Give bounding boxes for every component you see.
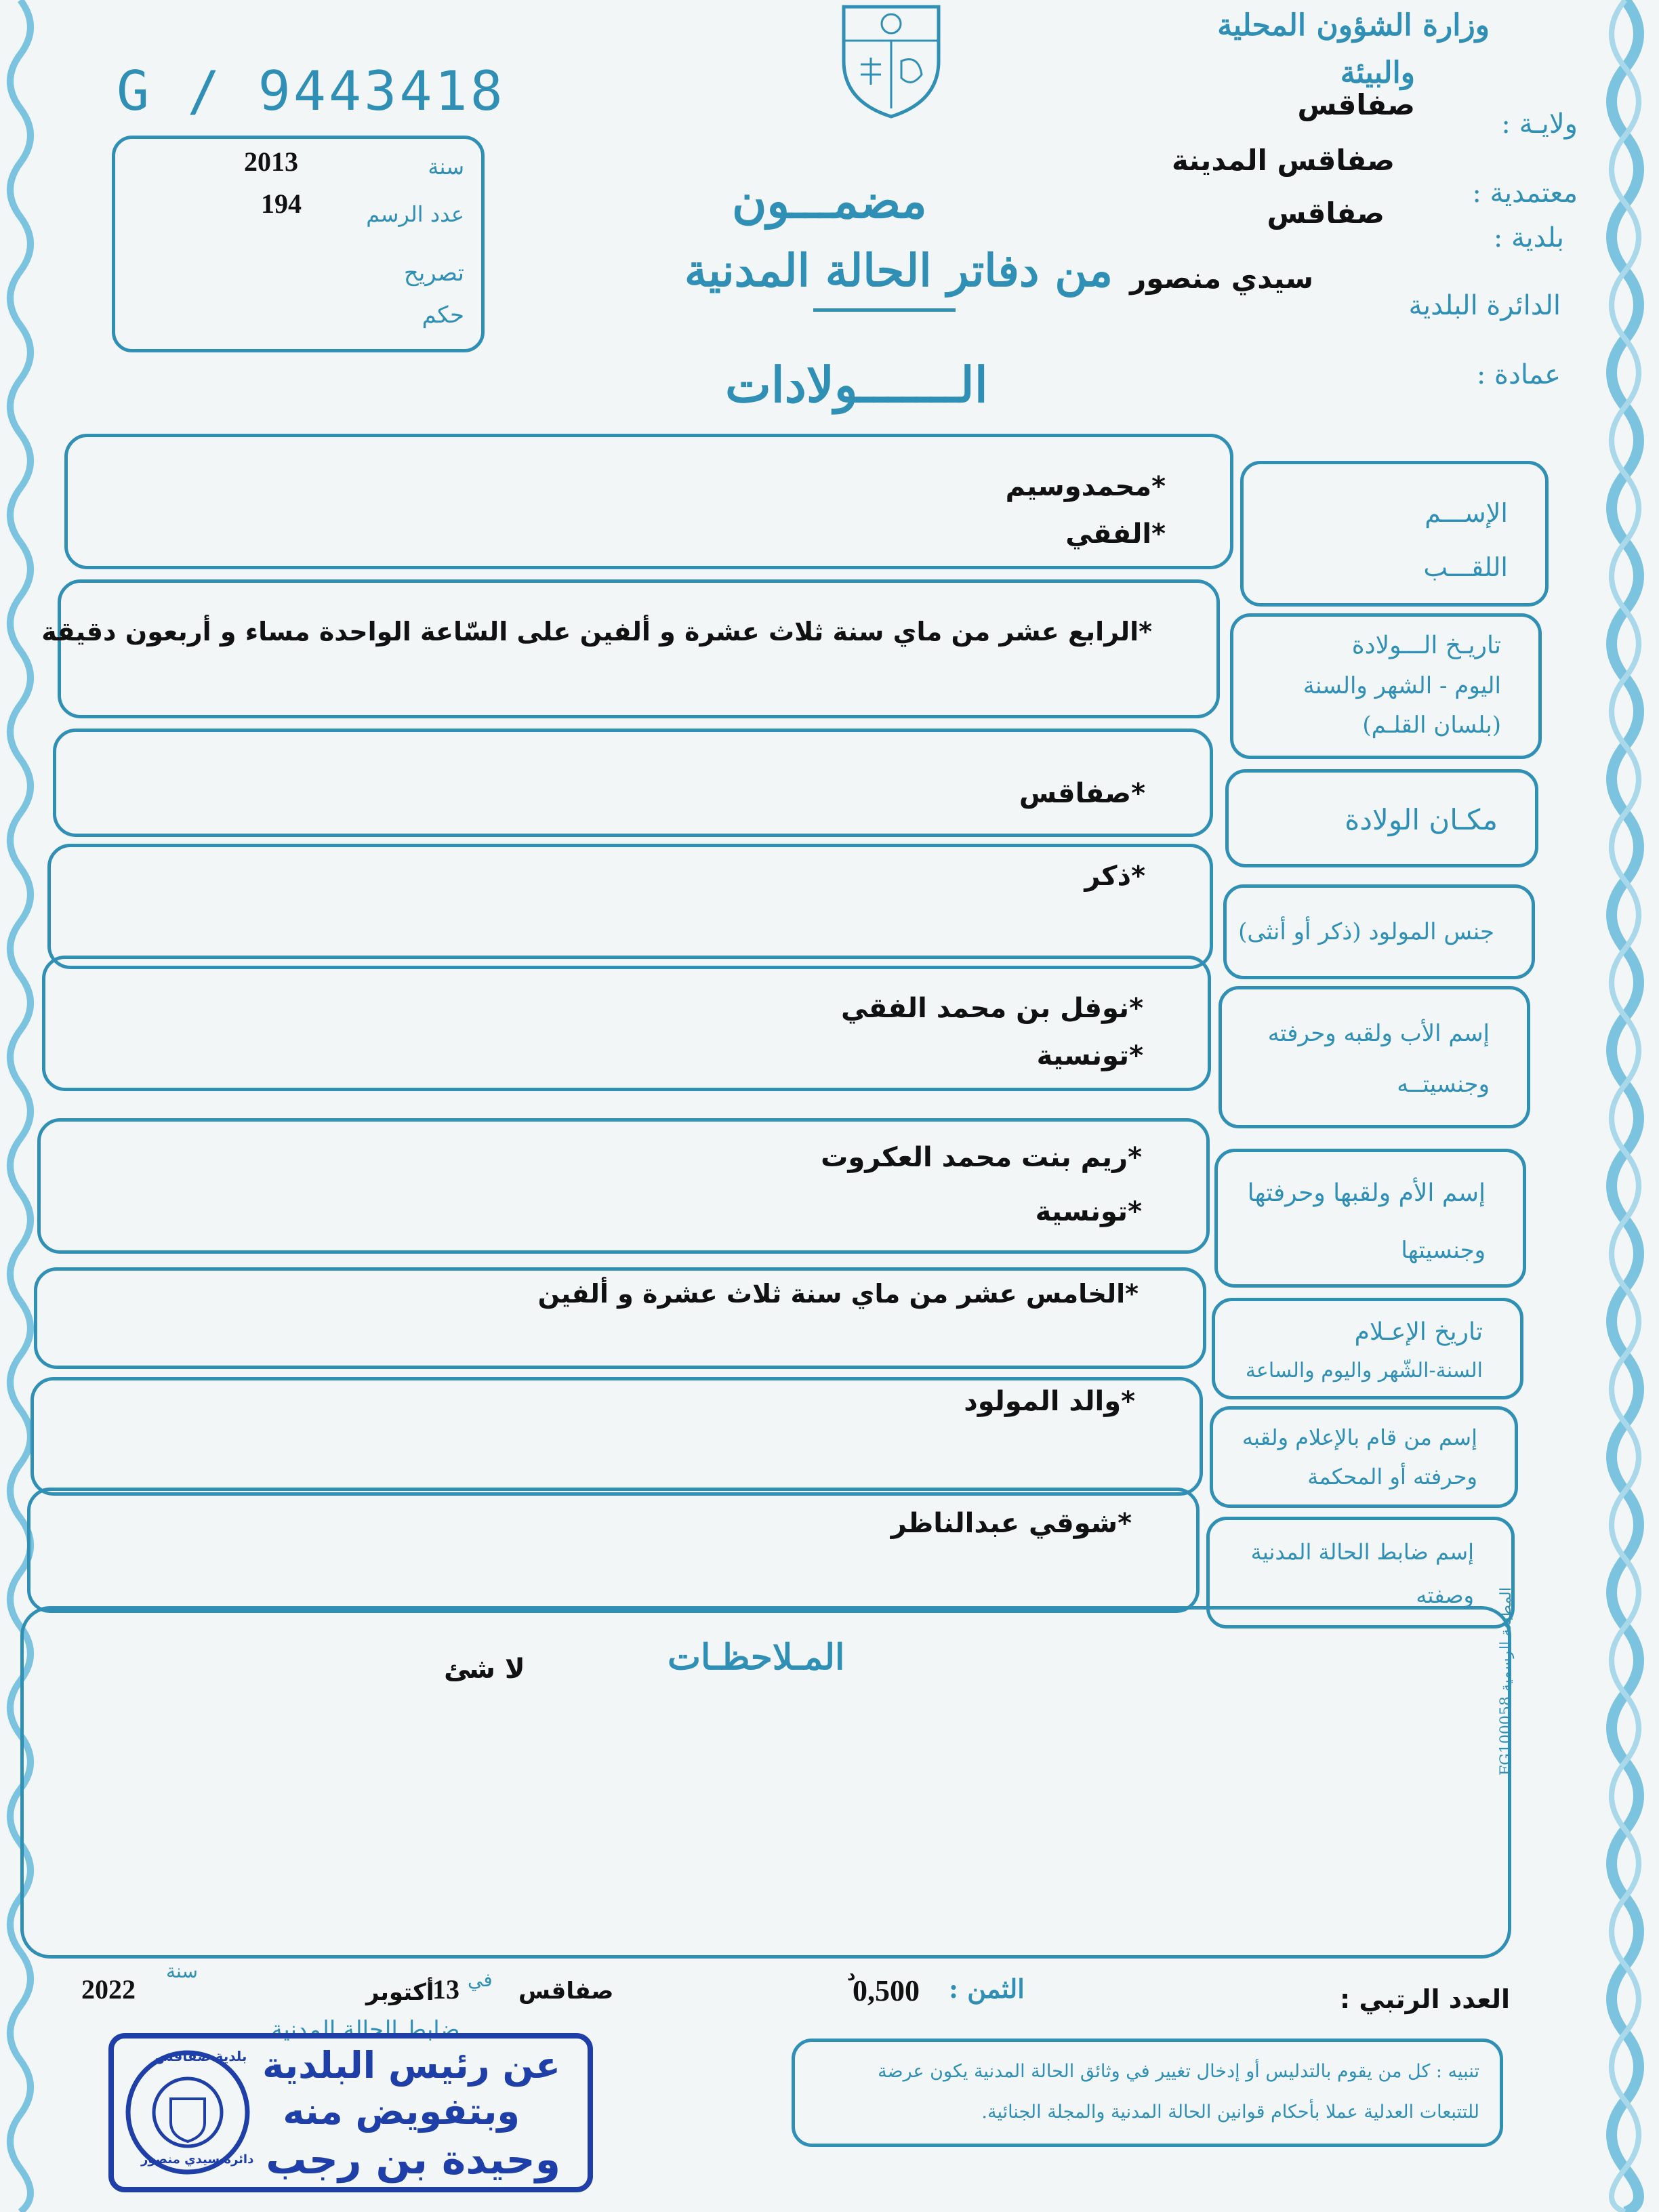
stamp-seal-top: بلدية صفاقس <box>155 2048 247 2064</box>
officer-value: *شوقي عبدالناظر <box>890 1508 1132 1539</box>
ministry-line-2: والبيئة <box>1340 56 1415 90</box>
birth-place-value: *صفاقس <box>1019 778 1145 809</box>
district-value: سيدي منصور <box>1130 262 1313 295</box>
issue-year-label: سنة <box>166 1960 198 1982</box>
row-father-value-box <box>42 956 1211 1091</box>
wilaya-value: صفاقس <box>1297 88 1415 121</box>
stamp-line-1: عن رئيس البلدية <box>262 2044 560 2087</box>
delegation-value: صفاقس المدينة <box>1171 144 1395 177</box>
row-sex-value-box <box>47 844 1213 969</box>
district-label: الدائرة البلدية <box>1408 290 1561 321</box>
title-underline <box>813 308 956 312</box>
father-nationality-label: وجنسيتــه <box>1397 1071 1490 1098</box>
row-name-value-box <box>64 434 1233 569</box>
declaration-date-sublabel: السنة-الشّهر واليوم والساعة <box>1245 1359 1483 1382</box>
issue-year-value: 2022 <box>81 1974 136 2005</box>
municipality-value: صفاقس <box>1267 197 1385 230</box>
father-value: *نوفل بن محمد الفقي <box>841 993 1143 1024</box>
municipal-stamp <box>108 2033 593 2192</box>
row-declarant-label-box <box>1210 1406 1518 1508</box>
warning-box <box>792 2039 1503 2147</box>
row-mother-label-box <box>1214 1149 1526 1288</box>
coat-of-arms-emblem <box>834 0 949 119</box>
row-mother-value-box <box>37 1118 1210 1254</box>
registry-year-label: سنة <box>428 154 464 180</box>
row-declaration-date-value-box <box>34 1267 1206 1369</box>
stamp-seal-bottom: دائرة سيدي منصور <box>141 2152 254 2167</box>
sex-label: جنس المولود (ذكر أو أنثى) <box>1238 918 1494 945</box>
officer-sublabel: وصفته <box>1416 1582 1474 1608</box>
wilaya-label: ولايـة : <box>1501 108 1578 140</box>
declarant-label: إسم من قام بالإعلام ولقبه <box>1242 1425 1477 1450</box>
stamp-line-2: وبتفويض منه <box>283 2090 520 2133</box>
remarks-box <box>20 1606 1511 1959</box>
declarant-sublabel: وحرفته أو المحكمة <box>1307 1464 1477 1490</box>
row-declaration-date-label-box <box>1212 1298 1523 1399</box>
warning-line-2: للتتبعات العدلية عملا بأحكام قوانين الحالة المدنية والمجلة الجنائية. <box>981 2102 1479 2123</box>
registry-number-value: 194 <box>261 188 302 219</box>
row-father-label-box <box>1218 986 1530 1128</box>
registry-box <box>112 136 485 352</box>
remarks-value: لا شئ <box>444 1654 525 1685</box>
birth-date-words-note: (بلسان القلـم) <box>1362 712 1501 739</box>
imada-label: عمادة : <box>1476 359 1561 390</box>
birth-place-label: مكـان الولادة <box>1345 803 1498 836</box>
price-unit: د <box>847 1965 856 1984</box>
ministry-line-1: وزارة الشؤون المحلية <box>1217 8 1490 43</box>
row-birth-place-label-box <box>1225 769 1538 867</box>
issue-place: صفاقس <box>518 1978 614 2005</box>
sex-value: *ذكر <box>1084 861 1145 892</box>
printer-mark: المطبعة الرسمية FG100058 <box>1498 1587 1515 1776</box>
issue-day: 13 <box>432 1974 459 2005</box>
row-name-label-box <box>1240 461 1549 607</box>
surname-value: *الفقي <box>1065 518 1166 550</box>
row-sex-label-box <box>1223 884 1535 979</box>
surname-label: اللقـــب <box>1423 552 1508 582</box>
declarant-value: *والد المولود <box>964 1386 1135 1417</box>
row-birth-date-label-box <box>1230 613 1542 759</box>
stamp-line-3: وحيدة بن رجب <box>266 2136 560 2184</box>
row-declarant-value-box <box>30 1377 1203 1496</box>
declaration-date-label: تاريخ الإعـلام <box>1354 1318 1483 1346</box>
mother-value: *ريم بنت محمد العكروت <box>821 1142 1142 1173</box>
municipality-label: بلدية : <box>1493 222 1564 253</box>
birth-date-label: تاريـخ الـــولادة <box>1351 632 1501 659</box>
title-main: مضمـــون <box>732 173 927 229</box>
right-guilloche-border <box>1584 0 1659 2212</box>
price-value: 0,500 <box>853 1974 920 2007</box>
judgment-label: حكم <box>422 302 464 329</box>
mother-nationality-label: وجنسيتها <box>1401 1237 1486 1264</box>
birth-date-sublabel: اليوم - الشهر والسنة <box>1303 672 1501 699</box>
price-label: الثمن : <box>949 1973 1025 2004</box>
delegation-label: معتمدية : <box>1472 178 1578 209</box>
issue-in-word: في <box>468 1969 493 1991</box>
mother-nationality-value: *تونسية <box>1035 1196 1142 1227</box>
remarks-title: المـلاحظـات <box>668 1637 845 1678</box>
father-label: إسم الأب ولقبه وحرفته <box>1267 1020 1490 1047</box>
order-number-label: العدد الرتبي : <box>1339 1984 1510 2014</box>
declaration-date-value: *الخامس عشر من ماي سنة ثلاث عشرة و ألفين <box>537 1279 1139 1309</box>
title-sub: من دفاتر الحالة المدنية <box>684 244 1113 297</box>
officer-label: إسم ضابط الحالة المدنية <box>1250 1539 1474 1565</box>
declaration-label: تصريح <box>403 260 464 287</box>
mother-label: إسم الأم ولقبها وحرفتها <box>1247 1179 1486 1207</box>
registry-year-value: 2013 <box>244 146 298 177</box>
row-birth-date-value-box <box>41 579 1220 718</box>
serial-number: G / 9443418 <box>117 60 506 123</box>
issue-month: أكتوبر <box>366 1979 434 2006</box>
given-name-label: الإســـم <box>1425 498 1508 528</box>
father-nationality-value: *تونسية <box>1036 1040 1143 1071</box>
officer-caption: ضابط الحالة المدنية <box>271 2016 460 2043</box>
given-name-value: *محمدوسيم <box>1005 471 1166 502</box>
registry-number-label: عدد الرسم <box>366 201 464 227</box>
warning-line-1: تنبيه : كل من يقوم بالتدليس أو إدخال تغيير في وثائق الحالة المدنية يكون عرضة <box>878 2061 1479 2082</box>
row-officer-value-box <box>27 1488 1200 1613</box>
section-title-births: الـــــــولادات <box>725 356 988 413</box>
birth-date-value: *الرابع عشر من ماي سنة ثلاث عشرة و ألفين على السّاعة الواحدة مساء و أربعون دقيقة <box>41 617 1152 647</box>
row-birth-place-value-box <box>53 729 1213 837</box>
